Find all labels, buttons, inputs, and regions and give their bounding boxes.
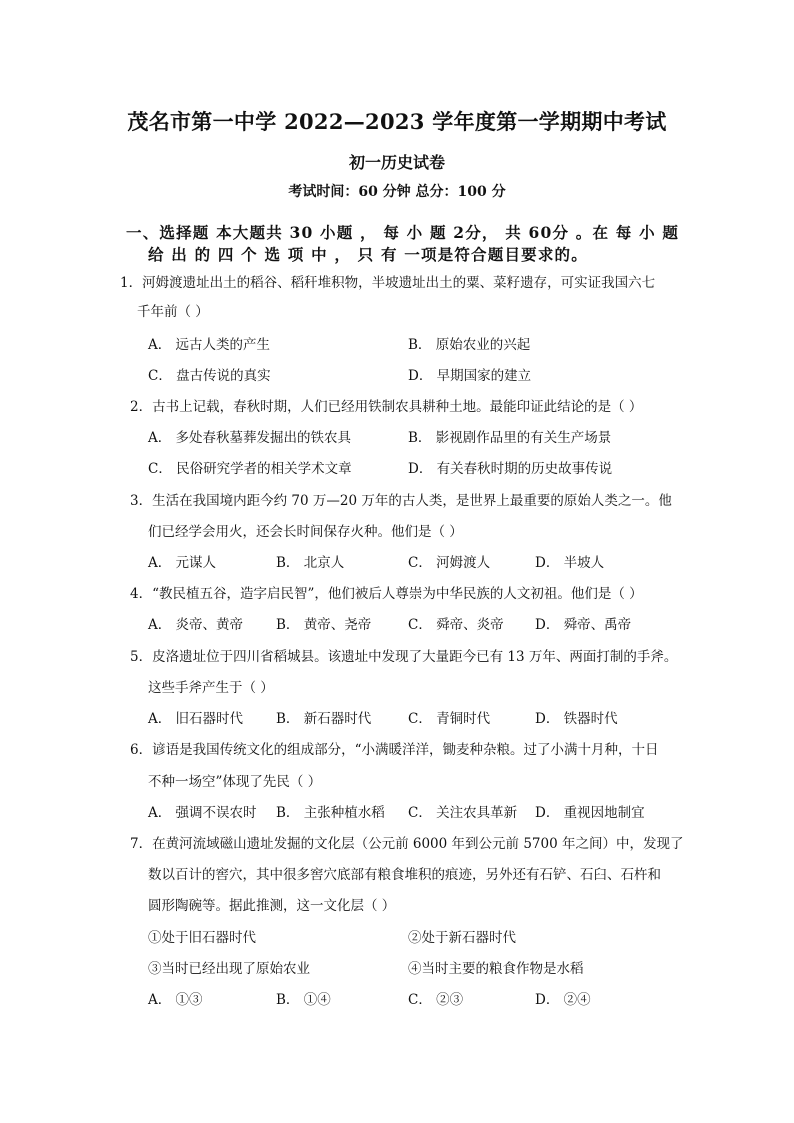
- q2-option-b: B． 影视剧作品里的有关生产场景: [408, 430, 612, 446]
- question-7-line1: 7．在黄河流域磁山遗址发掘的文化层（公元前 6000 年到公元前 5700 年之间）中，发现了: [130, 836, 684, 852]
- q5-option-d: D． 铁器时代: [535, 711, 618, 727]
- q4-option-b: B． 黄帝、尧帝: [276, 617, 372, 633]
- q7-statement-1: ①处于旧石器时代: [148, 930, 256, 946]
- q3-option-d: D． 半坡人: [535, 555, 605, 571]
- section-heading-line2: 给 出 的 四 个 选 项 中 ， 只 有 一项是符合题目要求的。: [148, 245, 588, 264]
- q4-option-a: A． 炎帝、黄帝: [148, 617, 244, 633]
- q5-option-c: C． 青铜时代: [408, 711, 491, 727]
- q6-option-c: C． 关注农具革新: [408, 805, 518, 821]
- q6-option-a: A． 强调不误农时: [148, 805, 257, 821]
- q3-option-a: A． 元谋人: [148, 555, 217, 571]
- question-6-line1: 6．谚语是我国传统文化的组成部分，“小满暖洋洋，锄麦种杂粮。过了小满十月种，十日: [130, 742, 659, 758]
- question-3-line2: 们已经学会用火，还会长时间保存火种。他们是（ ）: [148, 524, 463, 540]
- question-5-line1: 5．皮洛遗址位于四川省稻城县。该遗址中发现了大量距今已有 13 万年、两面打制的手斧。: [130, 649, 678, 665]
- q6-option-d: D． 重视因地制宜: [535, 805, 645, 821]
- q7-option-b: B． ①④: [276, 992, 331, 1008]
- question-6-line2: 不种一场空”体现了先民（ ）: [148, 774, 322, 790]
- q7-statement-3: ③当时已经出现了原始农业: [148, 961, 310, 977]
- exam-subtitle: 初一历史试卷: [348, 153, 445, 172]
- q7-option-a: A． ①③: [148, 992, 203, 1008]
- question-1-line2: 千年前（ ）: [137, 304, 209, 320]
- q3-option-b: B． 北京人: [276, 555, 345, 571]
- question-1-line1: 1．河姆渡遗址出土的稻谷、稻秆堆积物，半坡遗址出土的粟、菜籽遗存，可实证我国六七: [120, 275, 656, 291]
- q1-option-a: A． 远古人类的产生: [148, 337, 271, 353]
- q5-option-b: B． 新石器时代: [276, 711, 372, 727]
- question-5-line2: 这些手斧产生于（ ）: [148, 680, 274, 696]
- q2-option-c: C． 民俗研究学者的相关学术文章: [148, 461, 352, 477]
- q7-option-c: C． ②③: [408, 992, 464, 1008]
- exam-title: 茂名市第一中学 2022—2023 学年度第一学期期中考试: [127, 109, 667, 134]
- q7-statement-4: ④当时主要的粮食作物是水稻: [408, 961, 584, 977]
- q7-statement-2: ②处于新石器时代: [408, 930, 516, 946]
- section-heading-line1: 一、选择题 本大题共 30 小题 ， 每 小 题 2分， 共 60分 。在 每 小 题: [126, 223, 680, 242]
- q3-option-c: C． 河姆渡人: [408, 555, 491, 571]
- question-2-line1: 2．古书上记载，春秋时期，人们已经用铁制农具耕种土地。最能印证此结论的是（ ）: [130, 399, 643, 415]
- q7-option-d: D． ②④: [535, 992, 591, 1008]
- question-3-line1: 3．生活在我国境内距今约 70 万—20 万年的古人类，是世界上最重要的原始人类之一。他: [130, 493, 672, 509]
- q4-option-c: C． 舜帝、炎帝: [408, 617, 504, 633]
- question-7-line3: 圆形陶碗等。据此推测，这一文化层（ ）: [148, 898, 396, 914]
- q1-option-c: C． 盘古传说的真实: [148, 368, 271, 384]
- q6-option-b: B． 主张种植水稻: [276, 805, 385, 821]
- q4-option-d: D． 舜帝、禹帝: [535, 617, 632, 633]
- exam-meta: 考试时间：60 分钟 总分：100 分: [288, 184, 506, 200]
- q1-option-d: D． 早期国家的建立: [408, 368, 532, 384]
- q1-option-b: B． 原始农业的兴起: [408, 337, 531, 353]
- question-7-line2: 数以百计的窖穴，其中很多窖穴底部有粮食堆积的痕迹，另外还有石铲、石臼、石杵和: [148, 867, 661, 883]
- q2-option-d: D． 有关春秋时期的历史故事传说: [408, 461, 613, 477]
- question-4-line1: 4．“教民植五谷，造字启民智”，他们被后人尊崇为中华民族的人文初祖。他们是（ ）: [130, 586, 643, 602]
- q2-option-a: A． 多处春秋墓葬发掘出的铁农具: [148, 430, 352, 446]
- q5-option-a: A． 旧石器时代: [148, 711, 244, 727]
